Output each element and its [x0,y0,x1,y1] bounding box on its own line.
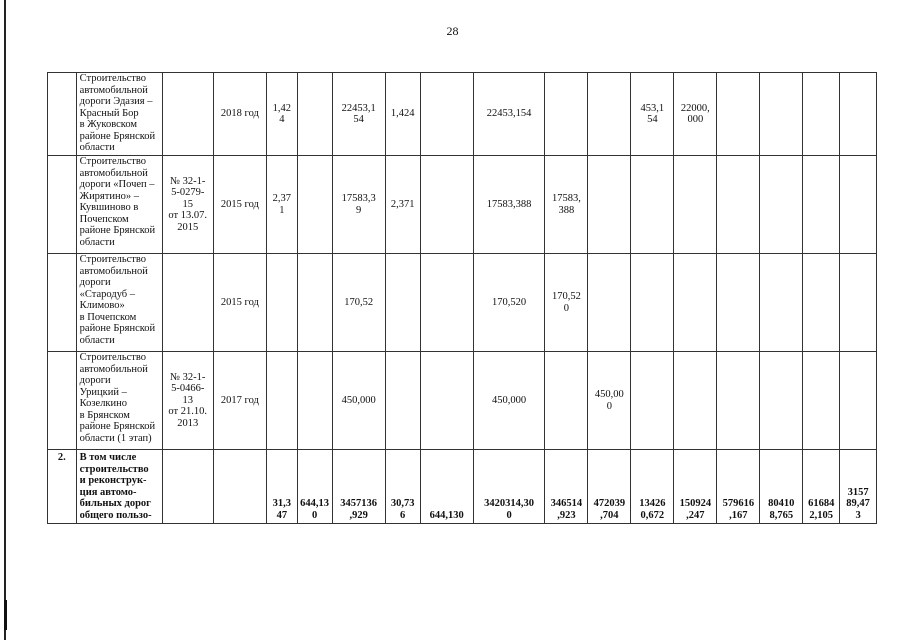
value-cell-c2 [297,73,332,156]
value-cell-c11 [717,156,760,254]
value-cell-c6: 22453,154 [473,73,545,156]
value-cell-c14 [840,156,877,254]
value-cell-c8 [588,156,631,254]
value-cell-c1 [267,352,298,450]
value-cell-c13 [803,352,840,450]
page-number: 28 [446,24,459,38]
value-cell-c14 [840,352,877,450]
value-cell-c8 [588,73,631,156]
value-cell-c7 [545,352,588,450]
value-cell-c7: 170,52 0 [545,254,588,352]
value-cell-c11 [717,254,760,352]
value-cell-c8: 450,00 0 [588,352,631,450]
value-cell-c11: 579616 ,167 [717,450,760,524]
document-cell: № 32-1- 5-0466- 13 от 21.10. 2013 [162,352,213,450]
value-cell-c2 [297,156,332,254]
value-cell-c3: 3457136 ,929 [332,450,385,524]
value-cell-c1: 2,37 1 [267,156,298,254]
row-number-cell [48,254,77,352]
value-cell-c4 [385,352,420,450]
year-cell: 2018 год [213,73,266,156]
value-cell-c9 [631,156,674,254]
table-row [48,450,877,524]
value-cell-c9 [631,254,674,352]
value-cell-c1: 1,42 4 [267,73,298,156]
value-cell-c2: 644,13 0 [297,450,332,524]
value-cell-c10: 150924 ,247 [674,450,717,524]
document-cell: № 32-1- 5-0279- 15 от 13.07. 2015 [162,156,213,254]
value-cell-c7: 346514 ,923 [545,450,588,524]
document-cell [162,73,213,156]
value-cell-c1: 31,3 47 [267,450,298,524]
value-cell-c6: 450,000 [473,352,545,450]
value-cell-c12 [760,73,803,156]
value-cell-c12 [760,156,803,254]
value-cell-c10 [674,352,717,450]
value-cell-c5: 644,130 [420,450,473,524]
value-cell-c13 [803,73,840,156]
year-cell: 2015 год [213,254,266,352]
value-cell-c4: 30,73 6 [385,450,420,524]
object-name-cell: Строительство автомобильной дороги «Почеп – Жирятино» – Кувшиново в Почепском районе Брянской области [76,156,162,254]
value-cell-c9: 13426 0,672 [631,450,674,524]
value-cell-c10: 22000, 000 [674,73,717,156]
table-row [48,73,877,156]
value-cell-c10 [674,254,717,352]
value-cell-c5 [420,352,473,450]
row-number-cell [48,156,77,254]
value-cell-c14: 3157 89,47 3 [840,450,877,524]
value-cell-c9 [631,352,674,450]
value-cell-c9: 453,1 54 [631,73,674,156]
value-cell-c4: 2,371 [385,156,420,254]
value-cell-c3: 170,52 [332,254,385,352]
document-cell [162,450,213,524]
value-cell-c6: 170,520 [473,254,545,352]
value-cell-c10 [674,156,717,254]
row-number-cell [48,352,77,450]
scan-mark [4,600,7,630]
road-construction-table [47,72,877,524]
table-row [48,156,877,254]
value-cell-c6: 17583,388 [473,156,545,254]
value-cell-c13 [803,156,840,254]
value-cell-c5 [420,254,473,352]
value-cell-c7 [545,73,588,156]
value-cell-c4: 1,424 [385,73,420,156]
value-cell-c3: 17583,3 9 [332,156,385,254]
document-cell [162,254,213,352]
value-cell-c1 [267,254,298,352]
object-name-cell: Строительство автомобильной дороги Урицкий – Козелкино в Брянском районе Брянской области (1 этап) [76,352,162,450]
year-cell: 2015 год [213,156,266,254]
value-cell-c11 [717,73,760,156]
object-name-cell: Строительство автомобильной дороги «Стародуб – Климово» в Почепском районе Брянской области [76,254,162,352]
value-cell-c8: 472039 ,704 [588,450,631,524]
value-cell-c2 [297,254,332,352]
value-cell-c4 [385,254,420,352]
year-cell: 2017 год [213,352,266,450]
value-cell-c3: 450,000 [332,352,385,450]
object-name-cell: В том числе строительство и реконструк- ция автомо- бильных дорог общего пользо- [76,450,162,524]
value-cell-c12 [760,254,803,352]
year-cell [213,450,266,524]
table-row [48,254,877,352]
row-number-cell [48,73,77,156]
value-cell-c7: 17583, 388 [545,156,588,254]
object-name-cell: Строительство автомобильной дороги Эдазия – Красный Бор в Жуковском районе Брянской области [76,73,162,156]
value-cell-c8 [588,254,631,352]
value-cell-c12 [760,352,803,450]
value-cell-c13 [803,254,840,352]
value-cell-c6: 3420314,30 0 [473,450,545,524]
table-row [48,352,877,450]
value-cell-c5 [420,73,473,156]
value-cell-c13: 61684 2,105 [803,450,840,524]
scan-left-edge [4,0,6,640]
value-cell-c5 [420,156,473,254]
value-cell-c2 [297,352,332,450]
row-number-cell: 2. [48,450,77,524]
value-cell-c14 [840,73,877,156]
table-body [48,73,877,524]
value-cell-c3: 22453,1 54 [332,73,385,156]
value-cell-c11 [717,352,760,450]
value-cell-c12: 80410 8,765 [760,450,803,524]
value-cell-c14 [840,254,877,352]
